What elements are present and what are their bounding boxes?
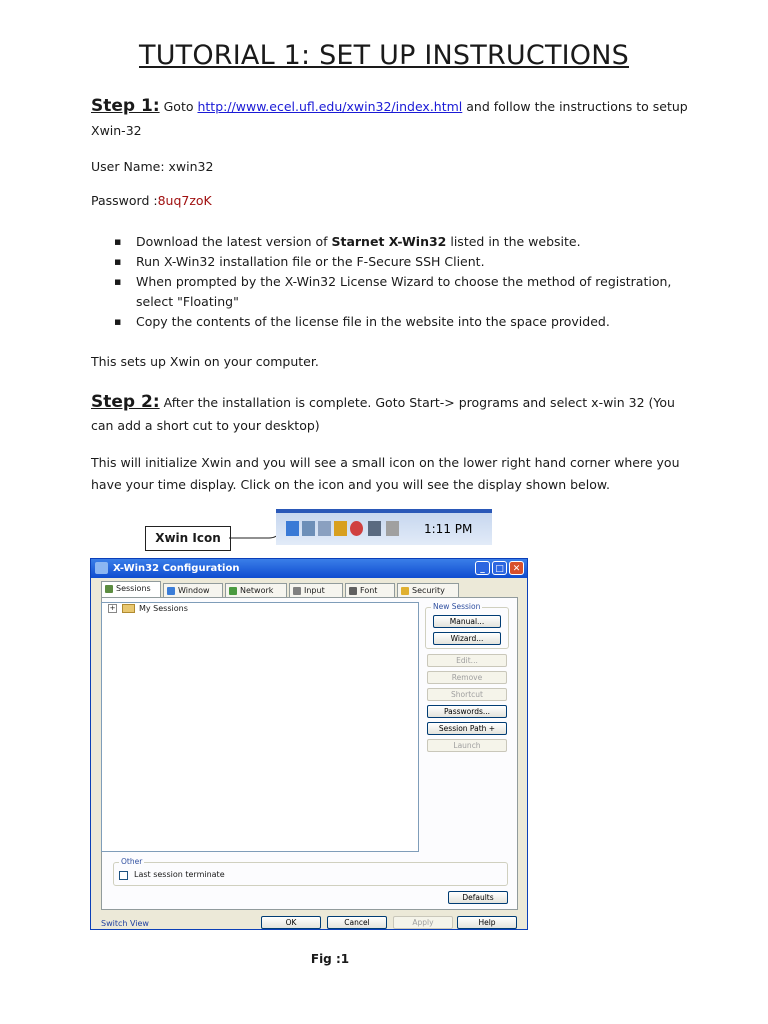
system-tray [276, 509, 492, 545]
tab-sessions[interactable]: Sessions [101, 581, 161, 598]
step1-after: and follow the instructions to setup [466, 99, 688, 114]
close-button[interactable]: ✕ [509, 561, 524, 575]
xwin-icon-callout: Xwin Icon [145, 526, 231, 551]
list-item: ▪ Copy the contents of the license file in the website into the space provided. [91, 312, 681, 332]
step1-line2: Xwin-32 [91, 123, 142, 138]
step1-summary: This sets up Xwin on your computer. [91, 354, 319, 369]
monitor-icon[interactable] [368, 521, 381, 536]
manual-button[interactable]: Manual... [433, 615, 501, 628]
network-icon[interactable] [302, 521, 315, 536]
switch-view-link[interactable]: Switch View [101, 919, 149, 928]
instruction-list [91, 232, 681, 332]
step2-paragraph [91, 391, 681, 437]
help-button[interactable]: Help [457, 916, 517, 929]
tab-window[interactable]: Window [163, 583, 223, 597]
last-session-checkbox[interactable] [119, 871, 128, 880]
xwin-config-window [90, 558, 528, 930]
step1-goto: Goto [163, 99, 194, 114]
signal-icon[interactable] [334, 521, 347, 536]
new-session-legend: New Session [433, 602, 481, 611]
wizard-button[interactable]: Wizard... [433, 632, 501, 645]
shortcut-button[interactable]: Shortcut [427, 688, 507, 701]
step2-label: Step 2: [91, 392, 160, 412]
folder-icon [122, 604, 135, 613]
tab-security[interactable]: Security [397, 583, 459, 597]
tab-input[interactable]: Input [289, 583, 343, 597]
tray-clock: 1:11 PM [424, 522, 473, 536]
browser-icon[interactable] [350, 521, 363, 536]
edit-button[interactable]: Edit... [427, 654, 507, 667]
passwords-button[interactable]: Passwords... [427, 705, 507, 718]
expand-icon[interactable]: + [109, 604, 116, 612]
window-titlebar[interactable] [91, 559, 527, 578]
session-tree[interactable] [101, 602, 419, 852]
list-item: ▪ When prompted by the X-Win32 License Wizard to choose the method of registration, select "Floating" [91, 272, 681, 312]
figure-caption: Fig :1 [310, 952, 350, 966]
page-title: TUTORIAL 1: SET UP INSTRUCTIONS [139, 40, 629, 71]
password-label: Password : [91, 193, 158, 208]
password-value: 8uq7zoK [157, 193, 212, 208]
xwin-url-link[interactable]: http://www.ecel.ufl.edu/xwin32/index.html [197, 99, 463, 114]
step2-text: After the installation is complete. Goto Start-> programs and select x-win 32 (You can add a short cut to your desktop) [91, 395, 675, 433]
list-item: ▪ Run X-Win32 installation file or the F-Secure SSH Client. [91, 252, 681, 272]
list-item: ▪ Download the latest version of Starnet X-Win32 listed in the website. [91, 232, 681, 252]
step2-description: This will initialize Xwin and you will see a small icon on the lower right hand corner where you have your time display. Click on the icon and you will see the display shown below. [91, 455, 680, 492]
session-path-button[interactable]: Session Path + [427, 722, 507, 735]
minimize-button[interactable]: _ [475, 561, 490, 575]
step1-line [91, 96, 691, 117]
app-icon [95, 562, 108, 574]
defaults-button[interactable]: Defaults [448, 891, 508, 904]
apply-button[interactable]: Apply [393, 916, 453, 929]
username-text: User Name: xwin32 [91, 159, 214, 174]
xwin-tray-icon[interactable] [286, 521, 299, 536]
step1-label: Step 1: [91, 96, 160, 116]
maximize-button[interactable]: □ [492, 561, 507, 575]
launch-button[interactable]: Launch [427, 739, 507, 752]
remove-button[interactable]: Remove [427, 671, 507, 684]
password-line [91, 191, 212, 211]
tab-network[interactable]: Network [225, 583, 287, 597]
device-icon[interactable] [386, 521, 399, 536]
other-legend: Other [121, 857, 143, 866]
cancel-button[interactable]: Cancel [327, 916, 387, 929]
window-title: X-Win32 Configuration [113, 563, 240, 574]
tree-node-my-sessions[interactable]: + My Sessions [109, 604, 188, 613]
ok-button[interactable]: OK [261, 916, 321, 929]
tab-font[interactable]: Font [345, 583, 395, 597]
last-session-label: Last session terminate [134, 870, 225, 879]
speaker-icon[interactable] [318, 521, 331, 536]
